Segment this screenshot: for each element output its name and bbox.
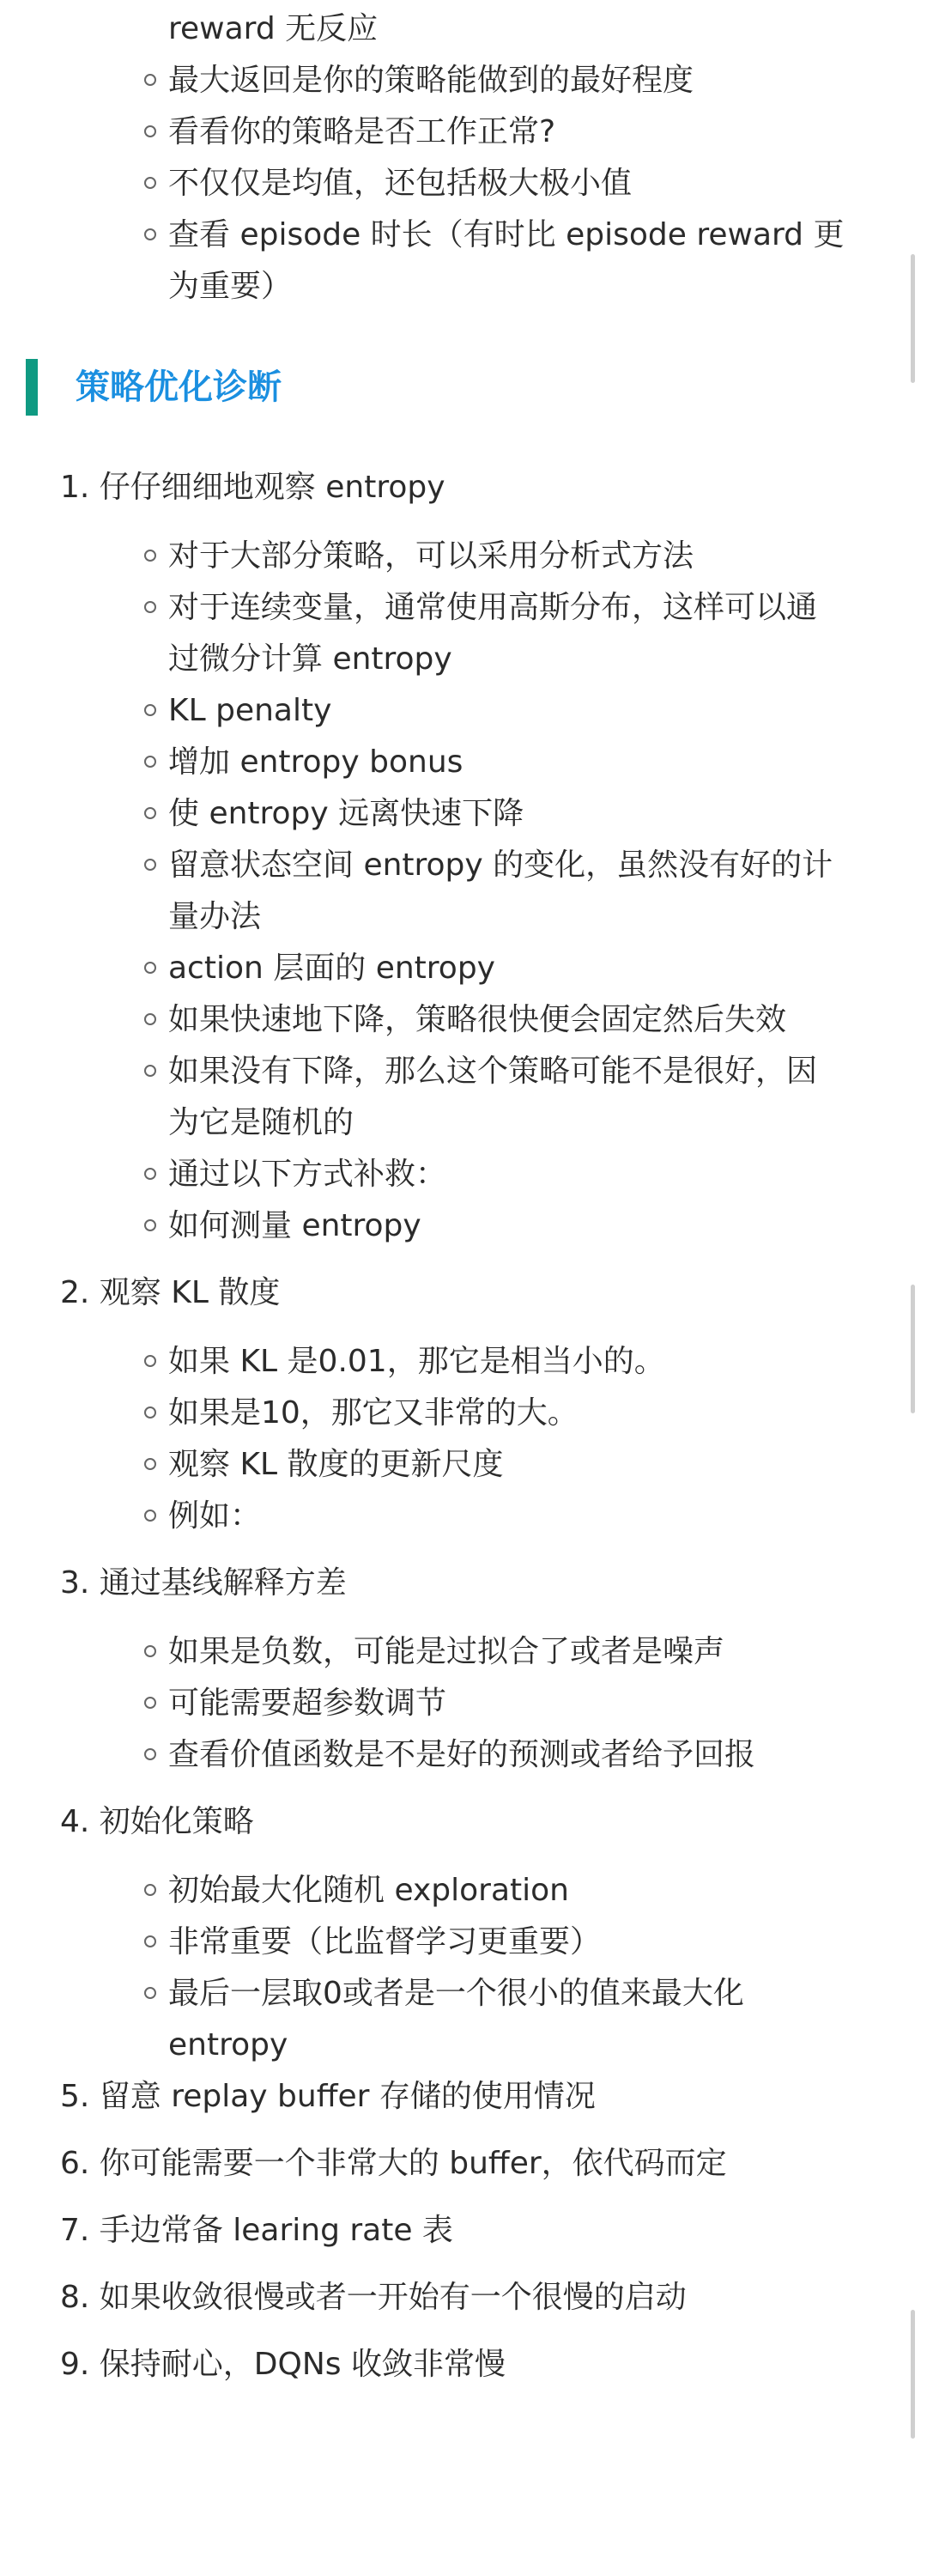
bullet-icon — [144, 125, 156, 137]
list-item: 最大返回是你的策略能做到的最好程度 — [168, 63, 694, 98]
bullet-icon — [144, 1748, 156, 1760]
bullet-icon — [144, 228, 156, 240]
list-item: 通过以下方式补救： — [168, 1157, 447, 1192]
list-item: KL penalty — [168, 693, 332, 728]
bullet-icon — [144, 1168, 156, 1180]
list-item: 如何测量 entropy — [168, 1208, 421, 1243]
bullet-icon — [144, 601, 156, 613]
bullet-icon — [144, 859, 156, 871]
list-item: 初始最大化随机 exploration — [168, 1873, 569, 1908]
bullet-icon — [144, 1219, 156, 1231]
bullet-icon — [144, 1458, 156, 1470]
list-item: 查看 episode 时长（有时比 episode reward 更 — [168, 217, 845, 252]
list-item: 非常重要（比监督学习更重要） — [168, 1924, 602, 1959]
bullet-icon — [144, 704, 156, 716]
bullet-icon — [144, 1355, 156, 1367]
numbered-item: 5. 留意 replay buffer 存储的使用情况 — [60, 2079, 596, 2114]
numbered-item: 2. 观察 KL 散度 — [60, 1275, 281, 1310]
list-item: 不仅仅是均值，还包括极大极小值 — [168, 166, 633, 201]
bullet-icon — [144, 1065, 156, 1077]
list-item: action 层面的 entropy — [168, 951, 495, 986]
heading-accent-bar — [26, 359, 38, 416]
bullet-icon — [144, 1645, 156, 1657]
bullet-icon — [144, 962, 156, 974]
numbered-item: 7. 手边常备 learing rate 表 — [60, 2213, 453, 2248]
list-item: 如果快速地下降，策略很快便会固定然后失效 — [168, 1002, 787, 1037]
bullet-icon — [144, 1013, 156, 1025]
bullet-icon — [144, 1510, 156, 1522]
text-line: 为它是随机的 — [168, 1105, 354, 1140]
list-item: 使 entropy 远离快速下降 — [168, 796, 524, 831]
bullet-icon — [144, 1697, 156, 1709]
numbered-item: 3. 通过基线解释方差 — [60, 1565, 347, 1601]
list-item: 如果是10，那它又非常的大。 — [168, 1395, 579, 1431]
text-line: 过微分计算 entropy — [168, 641, 452, 677]
bullet-icon — [144, 1987, 156, 1999]
bullet-icon — [144, 1884, 156, 1896]
scrollbar[interactable] — [911, 1285, 915, 1413]
numbered-item: 9. 保持耐心，DQNs 收敛非常慢 — [60, 2347, 506, 2382]
bullet-icon — [144, 1406, 156, 1419]
list-item: 留意状态空间 entropy 的变化，虽然没有好的计 — [168, 848, 833, 883]
list-item: 观察 KL 散度的更新尺度 — [168, 1447, 504, 1482]
scrollbar[interactable] — [911, 254, 915, 383]
scrollbar[interactable] — [911, 2310, 915, 2439]
text-line: reward 无反应 — [168, 11, 379, 46]
bullet-icon — [144, 1935, 156, 1947]
list-item: 最后一层取0或者是一个很小的值来最大化 — [168, 1976, 744, 2011]
bullet-icon — [144, 74, 156, 86]
list-item: 看看你的策略是否工作正常? — [168, 114, 556, 149]
text-line: entropy — [168, 2027, 288, 2063]
list-item: 查看价值函数是不是好的预测或者给予回报 — [168, 1737, 756, 1772]
text-line: 为重要） — [168, 269, 293, 304]
list-item: 对于大部分策略，可以采用分析式方法 — [168, 538, 694, 574]
section-heading: 策略优化诊断 — [76, 368, 282, 407]
list-item: 可能需要超参数调节 — [168, 1686, 447, 1721]
text-line: 量办法 — [168, 899, 262, 934]
bullet-icon — [144, 807, 156, 819]
bullet-icon — [144, 550, 156, 562]
list-item: 增加 entropy bonus — [168, 744, 464, 780]
numbered-item: 4. 初始化策略 — [60, 1804, 254, 1839]
bullet-icon — [144, 177, 156, 189]
list-item: 如果是负数，可能是过拟合了或者是噪声 — [168, 1634, 725, 1669]
bullet-icon — [144, 756, 156, 768]
list-item: 如果 KL 是0.01，那它是相当小的。 — [168, 1344, 665, 1379]
numbered-item: 6. 你可能需要一个非常大的 buffer，依代码而定 — [60, 2146, 727, 2181]
numbered-item: 8. 如果收敛很慢或者一开始有一个很慢的启动 — [60, 2280, 687, 2315]
list-item: 对于连续变量，通常使用高斯分布，这样可以通 — [168, 590, 818, 625]
list-item: 如果没有下降，那么这个策略可能不是很好，因 — [168, 1054, 818, 1089]
list-item: 例如： — [168, 1498, 262, 1534]
numbered-item: 1. 仔仔细细地观察 entropy — [60, 470, 445, 505]
